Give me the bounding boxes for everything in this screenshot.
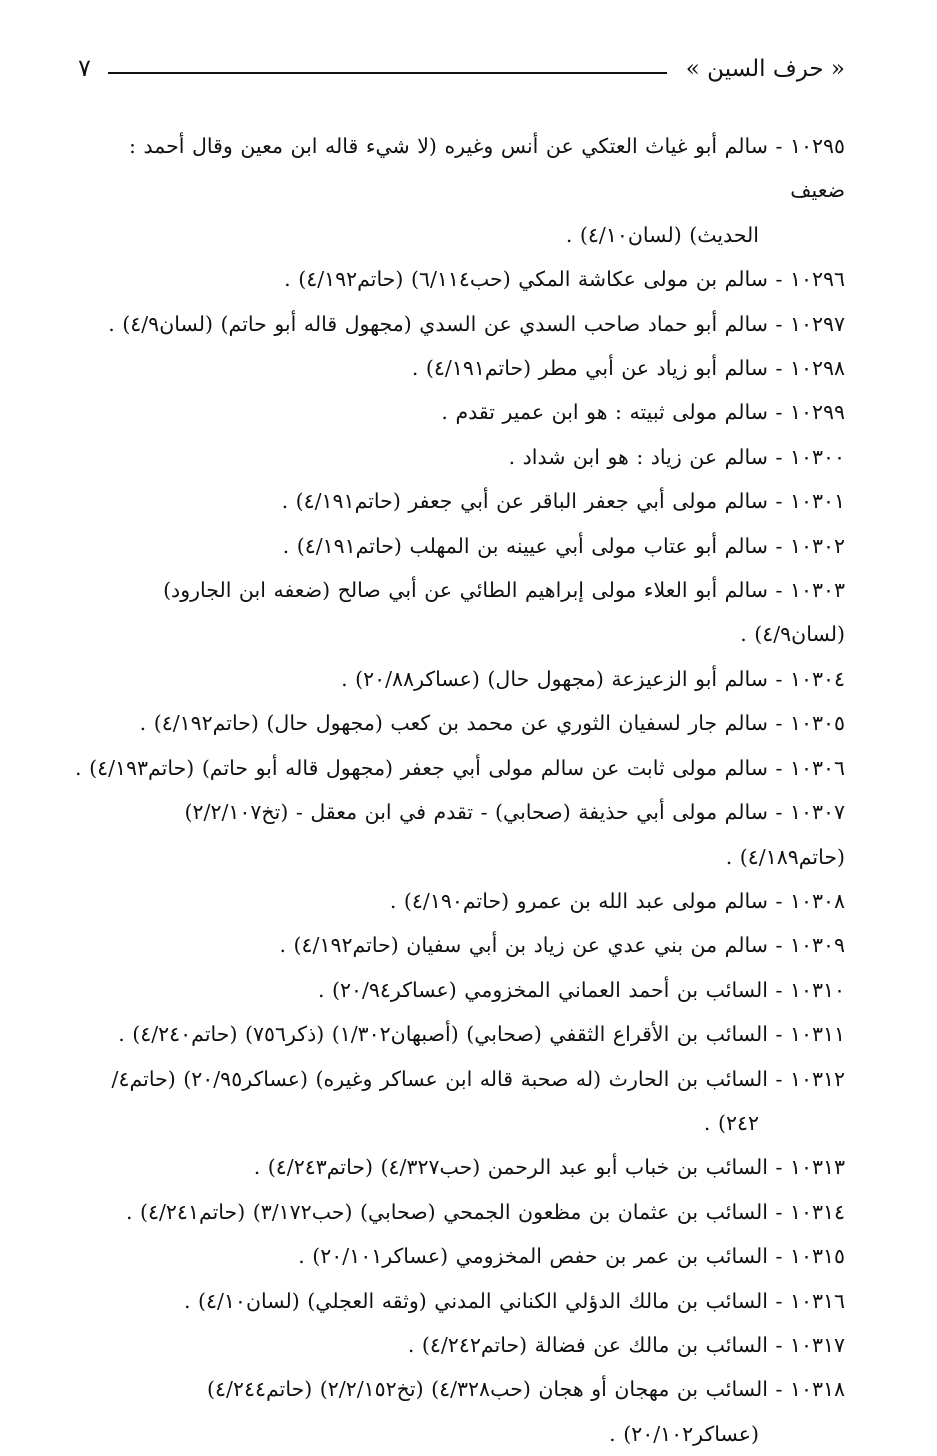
entry-10304: ١٠٣٠٤ - سالم أبو الزعيزعة (مجهول حال) (عساكر٢٠/٨٨) . <box>74 657 845 701</box>
entry-10313: ١٠٣١٣ - السائب بن خباب أبو عبد الرحمن (حب٤/٣٢٧) (حاتم٤/٢٤٣) . <box>74 1145 845 1189</box>
entry-number: ١٠٣١٤ <box>789 1199 845 1224</box>
entry-continuation: ٢٤٢) . <box>703 1110 759 1135</box>
entry-number: ١٠٣٠٣ <box>789 578 845 603</box>
entry-text: سالم عن زياد : هو ابن شداد . <box>508 444 768 469</box>
entry-number: ١٠٣١٥ <box>789 1244 845 1269</box>
entry-text: السائب بن أحمد العماني المخزومي (عساكر٢٠/٩٤) . <box>317 977 768 1002</box>
entry-continuation: الحديث) (لسان٤/١٠) . <box>565 222 759 247</box>
entry-number: ١٠٣١١ <box>789 1022 845 1047</box>
entry-text: سالم مولى ثابت عن سالم مولى أبي جعفر (مجهول قاله أبو حاتم) (حاتم٤/١٩٣) . <box>75 755 768 780</box>
entry-10296: ١٠٢٩٦ - سالم بن مولى عكاشة المكي (حب٦/١١٤) (حاتم٤/١٩٢) . <box>74 257 845 301</box>
entry-number: ١٠٣١٣ <box>789 1155 845 1180</box>
entry-10311: ١٠٣١١ - السائب بن الأقراع الثقفي (صحابي) (أصبهان١/٣٠٢) (ذكر٧٥٦) (حاتم٤/٢٤٠) . <box>74 1012 845 1056</box>
entry-number: ١٠٣٠٧ <box>789 800 845 825</box>
entry-number: ١٠٣٠٦ <box>789 755 845 780</box>
entry-10295: ١٠٢٩٥ - سالم أبو غياث العتكي عن أنس وغيره (لا شيء قاله ابن معين وقال أحمد : ضعيف الحديث) (لسان٤/١٠) . <box>74 124 845 257</box>
entry-10314: ١٠٣١٤ - السائب بن عثمان بن مظعون الجمحي (صحابي) (حب٣/١٧٢) (حاتم٤/٢٤١) . <box>74 1190 845 1234</box>
entry-10310: ١٠٣١٠ - السائب بن أحمد العماني المخزومي (عساكر٢٠/٩٤) . <box>74 968 845 1012</box>
entry-10309: ١٠٣٠٩ - سالم من بني عدي عن زياد بن أبي سفيان (حاتم٤/١٩٢) . <box>74 923 845 967</box>
entry-text: السائب بن مالك الدؤلي الكناني المدني (وثقه العجلي) (لسان٤/١٠) . <box>183 1288 768 1313</box>
entry-text: سالم أبو الزعيزعة (مجهول حال) (عساكر٢٠/٨٨) . <box>341 666 768 691</box>
entry-text: سالم أبو عتاب مولى أبي عيينه بن المهلب (حاتم٤/١٩١) . <box>282 533 768 558</box>
entry-10298: ١٠٢٩٨ - سالم أبو زياد عن أبي مطر (حاتم٤/١٩١) . <box>74 346 845 390</box>
entry-10317: ١٠٣١٧ - السائب بن مالك عن فضالة (حاتم٤/٢٤٢) . <box>74 1323 845 1367</box>
entry-number: ١٠٣٠٢ <box>789 533 845 558</box>
entry-text: السائب بن خباب أبو عبد الرحمن (حب٤/٣٢٧) (حاتم٤/٢٤٣) . <box>253 1155 768 1180</box>
entry-10302: ١٠٣٠٢ - سالم أبو عتاب مولى أبي عيينه بن المهلب (حاتم٤/١٩١) . <box>74 524 845 568</box>
entry-number: ١٠٣٠٨ <box>789 888 845 913</box>
entry-text: سالم من بني عدي عن زياد بن أبي سفيان (حاتم٤/١٩٢) . <box>279 933 768 958</box>
entry-10303: ١٠٣٠٣ - سالم أبو العلاء مولى إبراهيم الطائي عن أبي صالح (ضعفه ابن الجارود) (لسان٤/٩) . <box>74 568 845 657</box>
entry-number: ١٠٣٠٩ <box>789 933 845 958</box>
entry-10305: ١٠٣٠٥ - سالم جار لسفيان الثوري عن محمد بن كعب (مجهول حال) (حاتم٤/١٩٢) . <box>74 701 845 745</box>
entry-text: سالم أبو العلاء مولى إبراهيم الطائي عن أبي صالح (ضعفه ابن الجارود) (لسان٤/٩) . <box>163 578 845 647</box>
entry-10300: ١٠٣٠٠ - سالم عن زياد : هو ابن شداد . <box>74 435 845 479</box>
entry-10299: ١٠٢٩٩ - سالم مولى ثبيته : هو ابن عمير تقدم . <box>74 390 845 434</box>
entry-10316: ١٠٣١٦ - السائب بن مالك الدؤلي الكناني المدني (وثقه العجلي) (لسان٤/١٠) . <box>74 1279 845 1323</box>
entry-number: ١٠٣٠٥ <box>789 711 845 736</box>
entry-text: السائب بن مالك عن فضالة (حاتم٤/٢٤٢) . <box>407 1332 768 1357</box>
entry-10301: ١٠٣٠١ - سالم مولى أبي جعفر الباقر عن أبي جعفر (حاتم٤/١٩١) . <box>74 479 845 523</box>
entry-text: سالم أبو حماد صاحب السدي عن السدي (مجهول قاله أبو حاتم) (لسان٤/٩) . <box>108 311 768 336</box>
entry-text: السائب بن الأقراع الثقفي (صحابي) (أصبهان١/٣٠٢) (ذكر٧٥٦) (حاتم٤/٢٤٠) . <box>118 1022 768 1047</box>
entry-number: ١٠٢٩٦ <box>789 267 845 292</box>
entry-10312: ١٠٣١٢ - السائب بن الحارث (له صحبة قاله ابن عساكر وغيره) (عساكر٢٠/٩٥) (حاتم٤/ ٢٤٢) . <box>74 1057 845 1146</box>
entry-text: السائب بن الحارث (له صحبة قاله ابن عساكر وغيره) (عساكر٢٠/٩٥) (حاتم٤/ <box>111 1066 768 1091</box>
entry-list <box>74 124 845 1456</box>
entry-text: سالم بن مولى عكاشة المكي (حب٦/١١٤) (حاتم٤/١٩٢) . <box>284 267 768 292</box>
entry-10297: ١٠٢٩٧ - سالم أبو حماد صاحب السدي عن السدي (مجهول قاله أبو حاتم) (لسان٤/٩) . <box>74 302 845 346</box>
header-rule <box>108 72 667 74</box>
entry-text: سالم مولى أبي جعفر الباقر عن أبي جعفر (حاتم٤/١٩١) . <box>281 489 768 514</box>
entry-number: ١٠٣٠٤ <box>789 666 845 691</box>
entry-text: السائب بن عثمان بن مظعون الجمحي (صحابي) (حب٣/١٧٢) (حاتم٤/٢٤١) . <box>125 1199 768 1224</box>
chapter-title: « حرف السين » <box>685 56 845 82</box>
page-number: ٧ <box>78 54 91 82</box>
entry-10308: ١٠٣٠٨ - سالم مولى عبد الله بن عمرو (حاتم٤/١٩٠) . <box>74 879 845 923</box>
entry-continuation: (عساكر٢٠/١٠٢) . <box>609 1421 759 1446</box>
entry-10306: ١٠٣٠٦ - سالم مولى ثابت عن سالم مولى أبي جعفر (مجهول قاله أبو حاتم) (حاتم٤/١٩٣) . <box>74 746 845 790</box>
entry-text: سالم أبو زياد عن أبي مطر (حاتم٤/١٩١) . <box>411 356 768 381</box>
entry-number: ١٠٢٩٥ <box>789 134 845 158</box>
entry-number: ١٠٣١٢ <box>789 1066 845 1091</box>
entry-10307: ١٠٣٠٧ - سالم مولى أبي حذيفة (صحابي) - تقدم في ابن معقل - (تخ٢/٢/١٠٧) (حاتم٤/١٨٩) . <box>74 790 845 879</box>
entry-number: ١٠٣٠٠ <box>789 444 845 469</box>
entry-number: ١٠٣١٨ <box>789 1377 845 1402</box>
entry-text: السائب بن مهجان أو هجان (حب٤/٣٢٨) (تخ٢/٢/١٥٢) (حاتم٤/٢٤٤) <box>207 1377 768 1402</box>
entry-text: سالم مولى عبد الله بن عمرو (حاتم٤/١٩٠) . <box>389 888 768 913</box>
entry-number: ١٠٣٠١ <box>789 489 845 514</box>
entry-number: ١٠٣١٠ <box>789 977 845 1002</box>
page-header <box>78 52 845 92</box>
entry-10318: ١٠٣١٨ - السائب بن مهجان أو هجان (حب٤/٣٢٨) (تخ٢/٢/١٥٢) (حاتم٤/٢٤٤) (عساكر٢٠/١٠٢) . <box>74 1367 845 1456</box>
entry-number: ١٠٢٩٨ <box>789 356 845 381</box>
entry-number: ١٠٣١٦ <box>789 1288 845 1313</box>
entry-number: ١٠٣١٧ <box>789 1332 845 1357</box>
entry-text: السائب بن عمر بن حفص المخزومي (عساكر٢٠/١٠١) . <box>298 1244 768 1269</box>
entry-text: سالم مولى أبي حذيفة (صحابي) - تقدم في ابن معقل - (تخ٢/٢/١٠٧) (حاتم٤/١٨٩) . <box>184 800 845 869</box>
entry-10315: ١٠٣١٥ - السائب بن عمر بن حفص المخزومي (عساكر٢٠/١٠١) . <box>74 1234 845 1278</box>
entry-number: ١٠٢٩٩ <box>789 400 845 425</box>
entry-text: سالم أبو غياث العتكي عن أنس وغيره (لا شيء قاله ابن معين وقال أحمد : ضعيف <box>129 134 845 203</box>
entry-text: سالم مولى ثبيته : هو ابن عمير تقدم . <box>441 400 768 425</box>
entry-number: ١٠٢٩٧ <box>789 311 845 336</box>
entry-text: سالم جار لسفيان الثوري عن محمد بن كعب (مجهول حال) (حاتم٤/١٩٢) . <box>139 711 768 736</box>
